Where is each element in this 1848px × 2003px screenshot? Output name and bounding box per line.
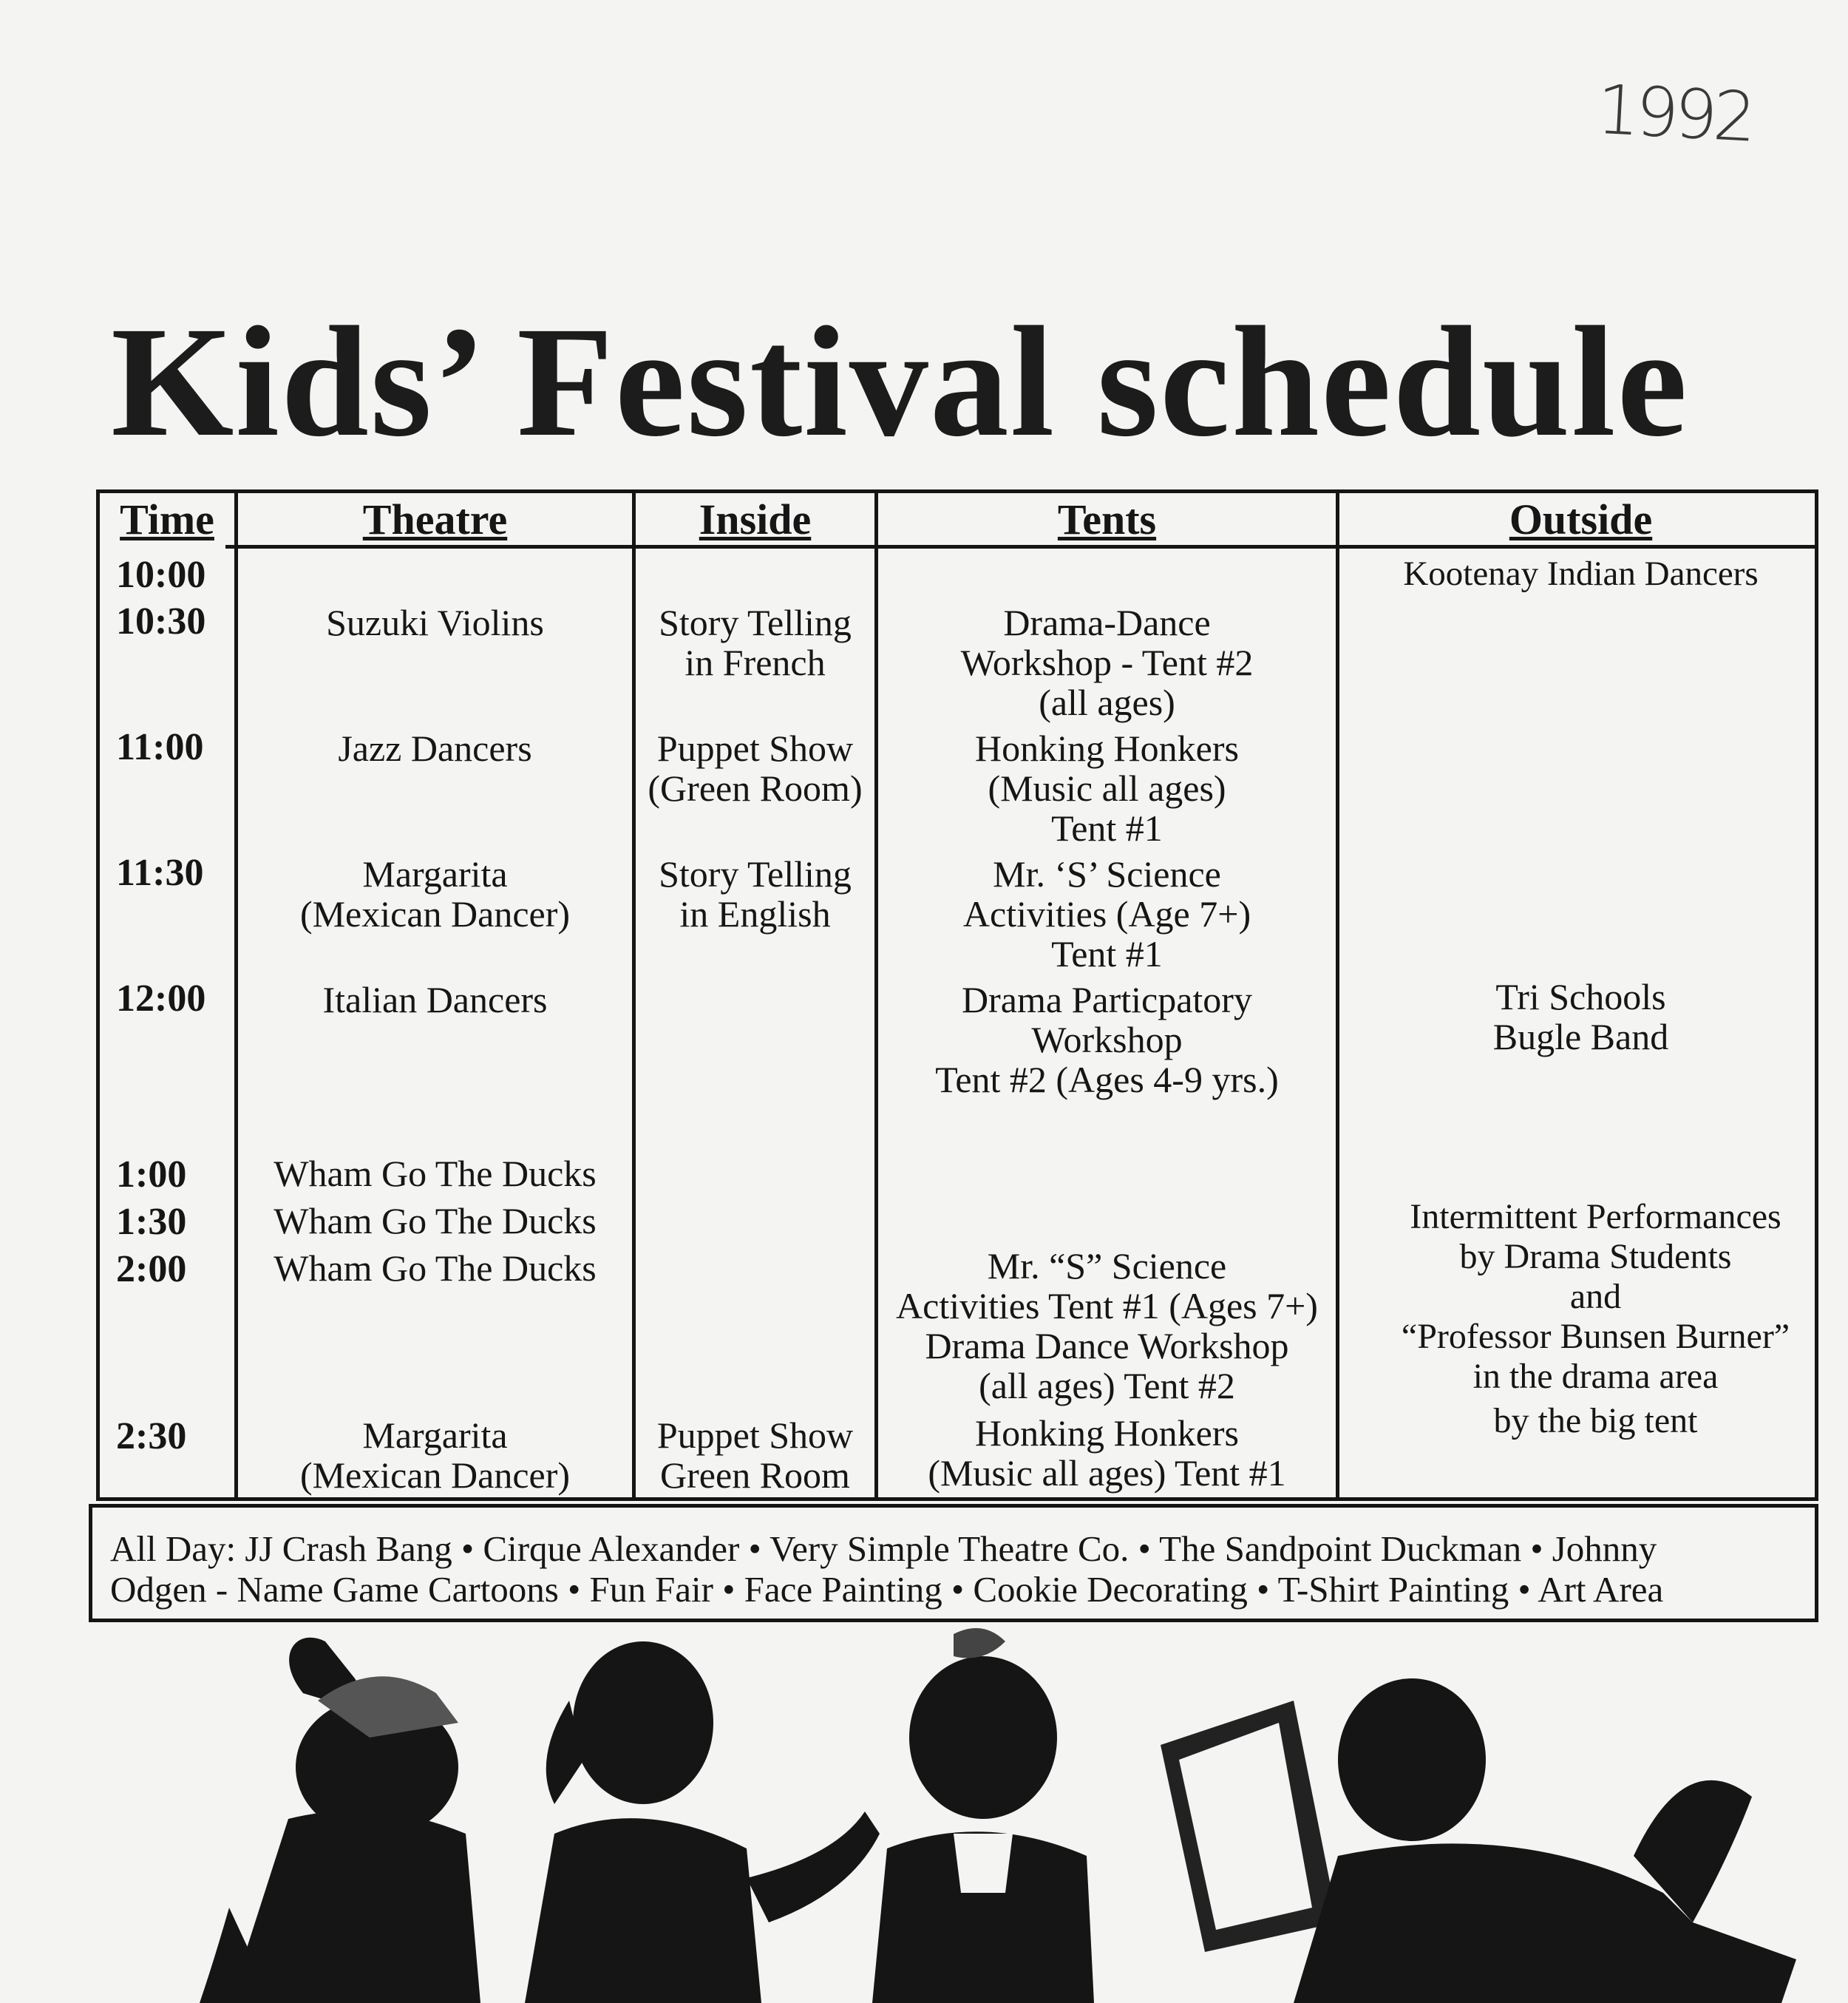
event-line: Margarita xyxy=(362,1414,508,1456)
theatre-event xyxy=(238,1415,632,1495)
event-line: in English xyxy=(679,893,831,935)
outside-event xyxy=(1339,554,1822,594)
inside-event xyxy=(636,854,874,934)
time-slot: 11:30 xyxy=(116,852,204,894)
children-silhouettes-illustration xyxy=(185,1612,1848,2003)
event-line: Activities (Age 7+) xyxy=(962,893,1251,935)
theatre-event xyxy=(238,1153,632,1193)
event-line: (Mexican Dancer) xyxy=(299,893,571,935)
event-line: Wham Go The Ducks xyxy=(274,1200,597,1241)
event-line: Italian Dancers xyxy=(322,979,548,1020)
all-day-box xyxy=(89,1504,1818,1622)
event-line: (Music all ages) Tent #1 xyxy=(928,1452,1286,1494)
event-line: Drama-Dance xyxy=(1003,602,1211,643)
event-line: Honking Honkers xyxy=(975,728,1239,769)
time-slot: 11:00 xyxy=(116,726,204,768)
tents-header: Tents xyxy=(1057,495,1157,543)
tents-event xyxy=(878,854,1336,974)
event-line: Tent #1 xyxy=(1051,807,1163,849)
event-line: Mr. ‘S’ Science xyxy=(993,853,1221,895)
event-line: Tent #1 xyxy=(1051,933,1163,975)
event-line: Activities Tent #1 (Ages 7+) xyxy=(896,1285,1318,1326)
time-column xyxy=(100,493,234,1497)
event-line: Wham Go The Ducks xyxy=(274,1153,597,1194)
inside-event xyxy=(636,1415,874,1495)
inside-event xyxy=(636,728,874,808)
event-line: Workshop - Tent #2 xyxy=(960,642,1254,683)
event-line: Green Room xyxy=(660,1454,850,1496)
page-title: Kids’ Festival schedule xyxy=(111,294,1689,470)
time-slot: 2:00 xyxy=(116,1248,187,1290)
tents-event xyxy=(878,1413,1336,1493)
outside-header: Outside xyxy=(1509,495,1653,543)
child-silhouette-4 xyxy=(1161,1678,1796,2003)
theatre-header: Theatre xyxy=(362,495,508,543)
event-line: “Professor Bunsen Burner” xyxy=(1401,1317,1790,1356)
time-slot: 2:30 xyxy=(116,1415,187,1457)
tents-column xyxy=(878,493,1336,1497)
event-line: Tent #2 (Ages 4-9 yrs.) xyxy=(935,1059,1279,1100)
time-slot: 1:00 xyxy=(116,1153,187,1196)
event-line: Bugle Band xyxy=(1492,1016,1669,1057)
event-line: in French xyxy=(684,642,826,683)
theatre-event xyxy=(238,603,632,643)
child-silhouette-1 xyxy=(200,1638,480,2003)
event-line: Suzuki Violins xyxy=(326,602,544,643)
tents-event xyxy=(878,728,1336,848)
tents-event xyxy=(878,603,1336,722)
event-line: by the big tent xyxy=(1493,1401,1698,1440)
inside-header: Inside xyxy=(699,495,812,543)
event-line: (all ages) xyxy=(1039,682,1175,723)
inside-event xyxy=(636,603,874,682)
all-day-line: Odgen - Name Game Cartoons • Fun Fair • Face Painting • Cookie Decorating • T-Shirt Painting • Art Area xyxy=(110,1569,1664,1610)
event-line: Honking Honkers xyxy=(975,1412,1239,1454)
inside-column xyxy=(636,493,874,1497)
event-line: Intermittent Performances xyxy=(1410,1197,1781,1236)
handwritten-year: 1992 xyxy=(1594,70,1754,157)
event-line: Workshop xyxy=(1031,1019,1183,1060)
event-line: Tri Schools xyxy=(1495,976,1666,1017)
time-slot: 10:30 xyxy=(116,600,206,643)
time-slot: 12:00 xyxy=(116,977,206,1020)
theatre-event xyxy=(238,854,632,934)
theatre-column xyxy=(238,493,632,1497)
event-line: Story Telling xyxy=(659,602,852,643)
event-line: (Green Room) xyxy=(648,767,863,809)
event-line: (all ages) Tent #2 xyxy=(979,1365,1235,1406)
theatre-event xyxy=(238,728,632,768)
event-line: Drama Particpatory xyxy=(962,979,1252,1020)
event-line: by Drama Students xyxy=(1459,1237,1732,1276)
all-day-line: All Day: JJ Crash Bang • Cirque Alexander • Very Simple Theatre Co. • The Sandpoint Duckman • Johnny xyxy=(110,1528,1657,1569)
time-header: Time xyxy=(120,495,214,543)
event-line: Puppet Show xyxy=(656,1414,854,1456)
child-silhouette-3 xyxy=(872,1628,1094,2003)
event-line: Story Telling xyxy=(659,853,852,895)
time-slot: 10:00 xyxy=(116,554,206,596)
outside-column xyxy=(1339,493,1822,1497)
tents-event xyxy=(878,980,1336,1099)
event-line: (Music all ages) xyxy=(988,767,1226,809)
time-slot: 1:30 xyxy=(116,1201,187,1243)
event-line: Drama Dance Workshop xyxy=(925,1325,1289,1366)
outside-event xyxy=(1369,1197,1822,1441)
child-silhouette-2 xyxy=(525,1641,880,2003)
event-line: Mr. “S” Science xyxy=(987,1245,1227,1287)
event-line: (Mexican Dancer) xyxy=(299,1454,571,1496)
event-line: Puppet Show xyxy=(656,728,854,769)
tents-event xyxy=(878,1246,1336,1406)
theatre-event xyxy=(238,980,632,1020)
event-line: and xyxy=(1569,1277,1622,1316)
event-line: Wham Go The Ducks xyxy=(274,1247,597,1289)
event-line: Kootenay Indian Dancers xyxy=(1403,555,1759,593)
theatre-event xyxy=(238,1201,632,1241)
outside-event xyxy=(1339,977,1822,1057)
schedule-table xyxy=(96,489,1818,1501)
event-line: Jazz Dancers xyxy=(338,728,532,769)
event-line: in the drama area xyxy=(1472,1357,1719,1396)
theatre-event xyxy=(238,1248,632,1288)
event-line: Margarita xyxy=(362,853,508,895)
